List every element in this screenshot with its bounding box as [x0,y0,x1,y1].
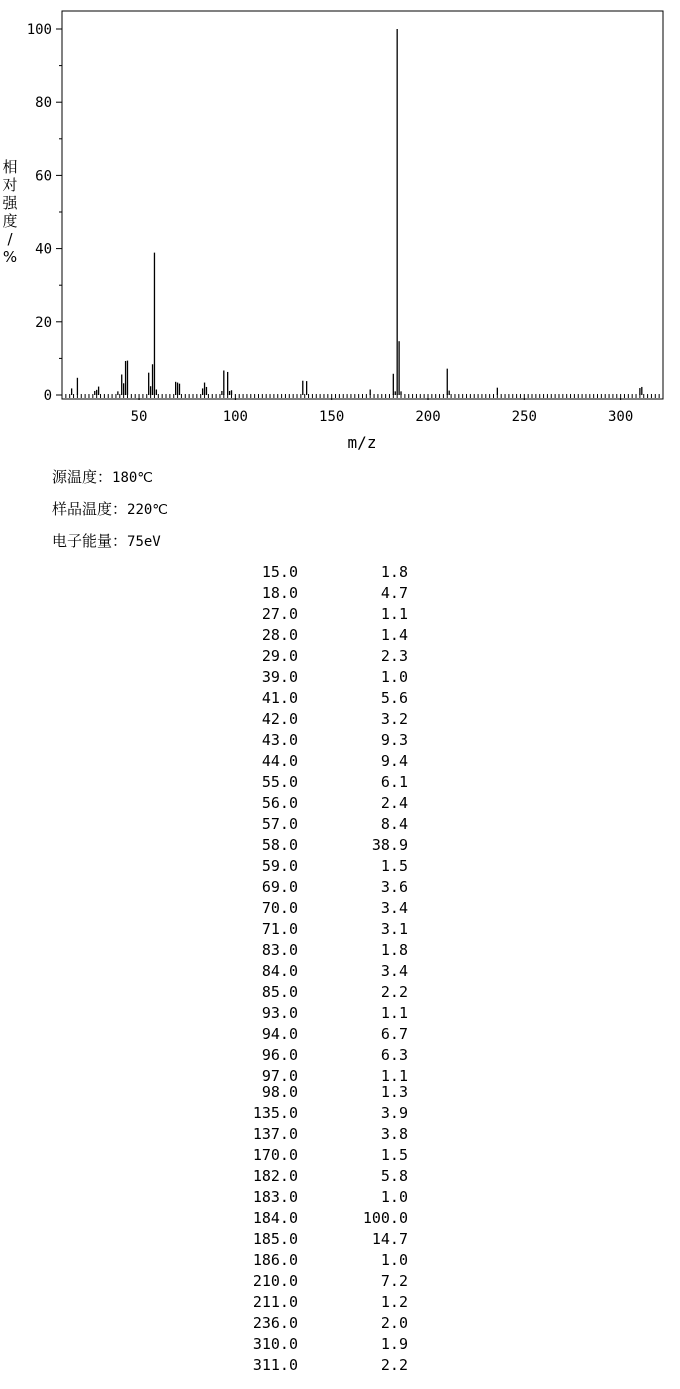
mz-cell: 84.0 [261,962,298,980]
mz-cell: 71.0 [261,920,298,938]
table-row [0,1004,680,1024]
mz-cell: 83.0 [261,941,298,959]
intensity-cell: 14.7 [371,1230,408,1248]
mz-cell: 44.0 [261,752,298,770]
table-row [0,668,680,688]
sample-temperature-label: 样品温度： [52,500,128,518]
intensity-cell: 1.1 [380,605,408,623]
intensity-cell: 6.1 [380,773,408,791]
y-axis-label: 相对强度/ % [2,158,18,266]
mz-cell: 185.0 [252,1230,298,1248]
table-row [0,584,680,604]
electron-energy-value: 75eV [127,534,161,550]
intensity-cell: 1.0 [380,668,408,686]
intensity-cell: 100.0 [362,1209,408,1227]
mz-cell: 183.0 [252,1188,298,1206]
mz-cell: 39.0 [261,668,298,686]
mz-cell: 29.0 [261,647,298,665]
intensity-cell: 3.1 [380,920,408,938]
intensity-cell: 1.1 [380,1067,408,1085]
intensity-cell: 2.2 [380,1356,408,1374]
x-tick-label: 150 [319,409,345,425]
mz-cell: 96.0 [261,1046,298,1064]
x-tick-label: 250 [511,409,537,425]
table-row [0,878,680,898]
plot-frame [62,11,663,399]
mz-cell: 93.0 [261,1004,298,1022]
y-axis [27,22,62,404]
mz-cell: 211.0 [252,1293,298,1311]
intensity-cell: 6.7 [380,1025,408,1043]
table-row [0,773,680,793]
intensity-cell: 4.7 [380,584,408,602]
intensity-cell: 3.4 [380,899,408,917]
table-row [0,1188,680,1208]
x-tick-label: 300 [607,409,634,425]
table-row [0,1335,680,1355]
table-row [0,941,680,961]
intensity-cell: 1.8 [380,563,408,581]
intensity-cell: 1.0 [380,1251,408,1269]
y-tick-label: 20 [35,314,52,331]
intensity-cell: 7.2 [380,1272,408,1290]
intensity-cell: 2.3 [380,647,408,665]
spectrum-peaks [72,29,642,395]
intensity-cell: 3.9 [380,1104,408,1122]
table-row [0,836,680,856]
x-tick-label: 100 [222,409,249,425]
table-row [0,710,680,730]
source-temperature-label: 源温度： [52,468,113,486]
intensity-cell: 1.5 [380,1146,408,1164]
intensity-cell: 5.6 [380,689,408,707]
intensity-cell: 3.4 [380,962,408,980]
mz-cell: 184.0 [252,1209,298,1227]
mz-cell: 97.0 [261,1067,298,1085]
table-row [0,1167,680,1187]
table-row [0,920,680,940]
table-row [0,1104,680,1124]
source-temperature-value: 180℃ [112,470,154,486]
intensity-cell: 2.0 [380,1314,408,1332]
y-tick-label: 80 [35,95,52,112]
mz-cell: 55.0 [261,773,298,791]
table-row [0,1083,680,1103]
mz-cell: 28.0 [261,626,298,644]
mz-cell: 27.0 [261,605,298,623]
intensity-cell: 1.0 [380,1188,408,1206]
table-row [0,1046,680,1066]
mz-cell: 69.0 [261,878,298,896]
mz-cell: 310.0 [252,1335,298,1353]
x-axis-label: m/z [347,433,377,452]
mz-cell: 236.0 [252,1314,298,1332]
table-row [0,1272,680,1292]
y-tick-label: 0 [43,388,52,404]
table-row [0,1025,680,1045]
table-row [0,731,680,751]
mz-cell: 98.0 [261,1083,298,1101]
intensity-cell: 9.3 [380,731,408,749]
table-row [0,1356,680,1376]
mz-cell: 135.0 [252,1104,298,1122]
electron-energy [52,530,161,551]
intensity-cell: 1.4 [380,626,408,644]
table-row [0,752,680,772]
y-tick-label: 40 [35,241,52,258]
table-row [0,899,680,919]
table-row [0,605,680,625]
intensity-cell: 1.2 [380,1293,408,1311]
x-axis [131,409,634,425]
intensity-cell: 2.4 [380,794,408,812]
mz-cell: 210.0 [252,1272,298,1290]
sample-temperature-value: 220℃ [127,502,169,518]
intensity-cell: 1.1 [380,1004,408,1022]
table-row [0,794,680,814]
mz-cell: 58.0 [261,836,298,854]
mz-cell: 59.0 [261,857,298,875]
mz-cell: 57.0 [261,815,298,833]
mz-cell: 182.0 [252,1167,298,1185]
mz-cell: 311.0 [252,1356,298,1374]
mass-spectrum-chart [0,0,680,460]
mz-cell: 186.0 [252,1251,298,1269]
y-tick-label: 100 [26,22,52,38]
mz-cell: 85.0 [261,983,298,1001]
x-tick-label: 50 [130,409,148,425]
mz-cell: 41.0 [261,689,298,707]
intensity-cell: 3.8 [380,1125,408,1143]
table-row [0,1125,680,1145]
table-row [0,1230,680,1250]
table-row [0,1293,680,1313]
mz-cell: 170.0 [252,1146,298,1164]
sample-temperature [52,498,168,519]
table-row [0,563,680,583]
intensity-cell: 6.3 [380,1046,408,1064]
mz-cell: 43.0 [261,731,298,749]
source-temperature [52,466,153,487]
intensity-cell: 2.2 [380,983,408,1001]
electron-energy-label: 电子能量： [52,532,128,550]
table-row [0,983,680,1003]
mz-cell: 137.0 [252,1125,298,1143]
intensity-cell: 1.3 [380,1083,408,1101]
mz-cell: 70.0 [261,899,298,917]
intensity-cell: 1.8 [380,941,408,959]
x-tick-label: 200 [415,409,441,425]
table-row [0,647,680,667]
intensity-cell: 38.9 [371,836,408,854]
table-row [0,1146,680,1166]
table-row [0,857,680,877]
table-row [0,626,680,646]
intensity-cell: 5.8 [380,1167,408,1185]
mz-cell: 56.0 [261,794,298,812]
intensity-cell: 1.5 [380,857,408,875]
mz-cell: 42.0 [261,710,298,728]
table-row [0,962,680,982]
mz-cell: 18.0 [261,584,298,602]
intensity-cell: 1.9 [380,1335,408,1353]
intensity-cell: 3.6 [380,878,408,896]
intensity-cell: 9.4 [380,752,408,770]
table-row [0,815,680,835]
mz-cell: 15.0 [261,563,298,581]
table-row [0,1314,680,1334]
intensity-cell: 8.4 [380,815,408,833]
table-row [0,1209,680,1229]
mz-cell: 94.0 [261,1025,298,1043]
table-row [0,1251,680,1271]
intensity-cell: 3.2 [380,710,408,728]
table-row [0,689,680,709]
y-tick-label: 60 [35,168,52,185]
